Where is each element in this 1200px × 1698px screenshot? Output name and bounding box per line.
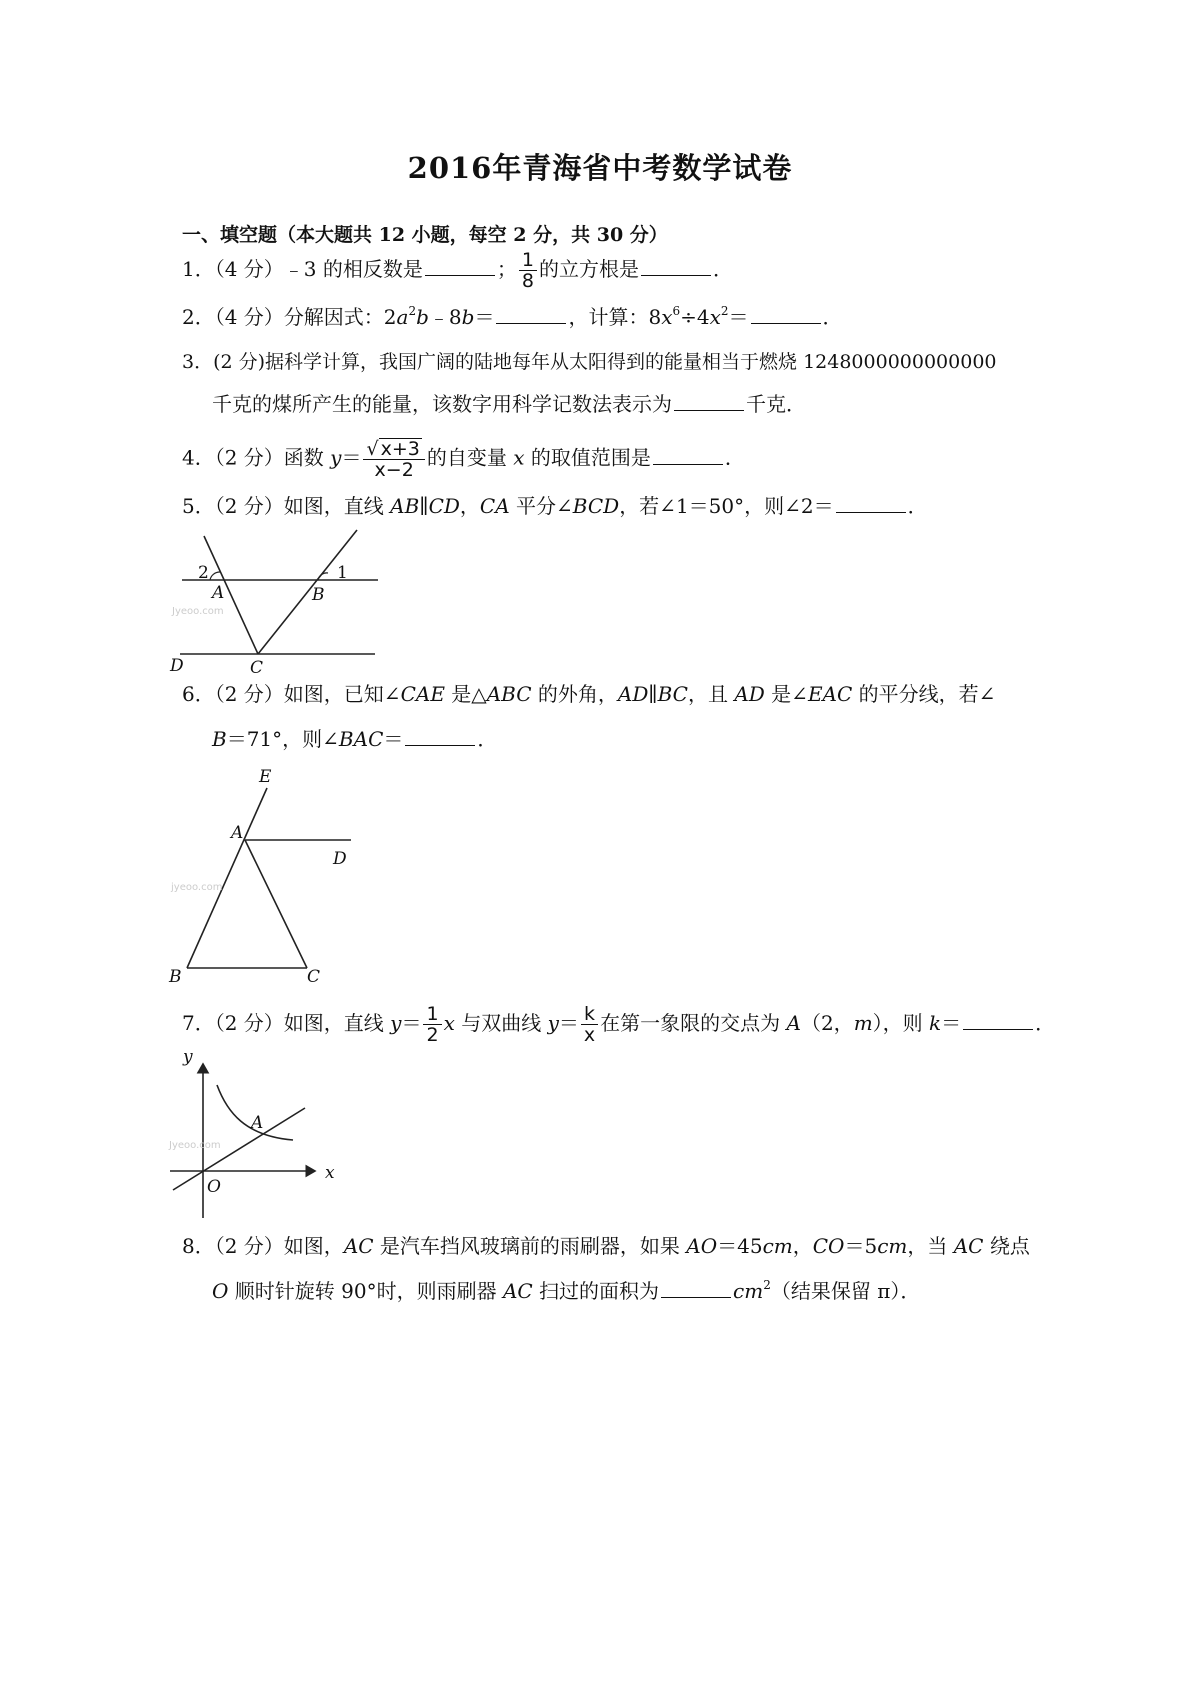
separator: ， — [459, 494, 480, 518]
segment-ac: AC — [502, 1279, 533, 1303]
section-heading: 一、填空题（本大题共 12 小题，每空 2 分，共 30 分） — [182, 224, 668, 246]
var-m: m — [853, 1011, 873, 1035]
question-text: 的外角， — [531, 682, 618, 706]
sqrt-radicand: x+3 — [380, 438, 420, 460]
segment-ac: AC — [343, 1234, 374, 1258]
math-text: ÷4 — [680, 305, 710, 329]
segment-bc: BC — [657, 682, 688, 706]
question-number: 7．（2 分）如图，直线 — [182, 1011, 391, 1035]
answer-blank — [674, 392, 744, 411]
question-text: ），则 — [872, 1011, 930, 1035]
fraction-numerator: 1 — [519, 250, 537, 271]
point-o: O — [212, 1279, 229, 1303]
fraction-denominator: x−2 — [374, 459, 414, 481]
answer-blank — [405, 727, 475, 746]
answer-blank — [963, 1011, 1033, 1030]
answer-blank — [641, 257, 711, 276]
fraction-denominator: 2 — [426, 1024, 439, 1046]
question-1 — [182, 250, 733, 291]
answer-blank — [496, 305, 566, 324]
answer-blank — [661, 1279, 731, 1298]
question-text: ，当 — [907, 1234, 954, 1258]
fraction-denominator: x — [583, 1024, 596, 1046]
angle-eac: EAC — [807, 682, 853, 706]
separator: ； — [496, 257, 517, 281]
question-text: 与双曲线 — [454, 1011, 548, 1035]
question-text: 8．（2 分）如图， — [182, 1234, 344, 1258]
page-title: 2016年青海省中考数学试卷 — [407, 151, 793, 185]
period: ． — [713, 257, 733, 281]
period: ． — [1035, 1011, 1056, 1035]
equals: ＝ — [728, 305, 749, 329]
question-text: 6．（2 分）如图，已知∠ — [182, 682, 401, 706]
question-number: 4．（2 分）函数 — [182, 445, 331, 470]
question-text: 千克的煤所产生的能量，该数字用科学记数法表示为 — [212, 392, 672, 416]
answer-blank — [425, 257, 495, 276]
question-text: 千克． — [746, 392, 806, 416]
var-y: y — [547, 1011, 559, 1035]
fraction-numerator: √ x+3 — [363, 438, 424, 460]
label-e: E — [259, 767, 272, 787]
label-x: x — [325, 1163, 335, 1183]
question-text: （结果保留 π）． — [770, 1279, 921, 1303]
label-d: D — [333, 849, 347, 869]
line-ac — [245, 840, 307, 968]
watermark: jyeoo.com — [171, 882, 223, 893]
question-text: 分解因式：2 — [283, 305, 397, 329]
question-8-line-1 — [182, 1232, 1030, 1260]
answer-blank — [653, 446, 723, 465]
var-x: x — [513, 445, 525, 470]
label-y: y — [183, 1047, 193, 1067]
segment-co: CO — [812, 1234, 845, 1258]
segment-ac: AC — [953, 1234, 984, 1258]
var-k: k — [929, 1011, 942, 1035]
equals: ＝ — [474, 305, 495, 329]
triangle-abc: ABC — [486, 682, 532, 706]
var-a: a — [396, 305, 409, 329]
segment-ab: AB — [390, 494, 420, 518]
answer-blank — [751, 305, 821, 324]
watermark: Jyeoo.com — [172, 606, 224, 617]
angle-2-arc — [210, 572, 220, 580]
fraction — [423, 1004, 441, 1045]
unit-cm: cm — [733, 1279, 764, 1303]
label-c: C — [250, 658, 264, 678]
separator: ， — [792, 1234, 813, 1258]
parallel-symbol: ∥ — [648, 682, 658, 706]
question-text: ，若∠1＝50°，则∠2＝ — [619, 494, 834, 518]
line-bc — [258, 530, 357, 654]
question-text: 在第一象限的交点为 — [600, 1011, 787, 1035]
line-eb — [187, 788, 267, 968]
exponent: 2 — [763, 1278, 771, 1292]
label-a: A — [231, 823, 244, 843]
label-c: C — [307, 967, 321, 987]
period: ． — [477, 727, 498, 751]
label-b: B — [312, 585, 325, 605]
question-text: 的平分线，若∠ — [852, 682, 996, 706]
fraction-denominator: 8 — [521, 270, 534, 292]
question-5 — [182, 492, 928, 520]
equals: ＝ — [558, 1011, 579, 1035]
question-4 — [182, 438, 745, 480]
equals: ＝ — [941, 1011, 962, 1035]
fraction — [519, 250, 537, 291]
fraction — [363, 438, 424, 480]
question-7 — [182, 1004, 1055, 1045]
question-text: 扫过的面积为 — [532, 1279, 660, 1303]
question-text: 是△ — [444, 682, 487, 706]
segment-cd: CD — [428, 494, 460, 518]
var-x: x — [709, 305, 721, 329]
segment-ca: CA — [479, 494, 510, 518]
question-3-line-1: 3．(2 分)据科学计算，我国广阔的陆地每年从太阳得到的能量相当于燃烧 1248000000000000 — [182, 351, 997, 373]
parallel-symbol: ∥ — [419, 494, 429, 518]
unit-cm: cm — [877, 1234, 908, 1258]
fraction — [581, 1004, 598, 1045]
var-x: x — [661, 305, 673, 329]
question-text: 是汽车挡风玻璃前的雨刷器，如果 — [373, 1234, 687, 1258]
label-a: A — [251, 1113, 264, 1133]
question-number: 5．（2 分）如图，直线 — [182, 494, 391, 518]
label-1: 1 — [337, 563, 348, 583]
period: ． — [822, 305, 843, 329]
angle-bac: BAC — [338, 727, 384, 751]
var-y: y — [390, 1011, 402, 1035]
fraction-numerator: 1 — [423, 1004, 441, 1025]
math-text: ＝5 — [844, 1234, 878, 1258]
question-text: 顺时针旋转 90°时，则雨刷器 — [228, 1279, 503, 1303]
segment-ad: AD — [734, 682, 765, 706]
question-text: 的自变量 — [426, 445, 514, 470]
angle-b: B — [212, 727, 227, 751]
question-text: ，计算：8 — [568, 305, 662, 329]
var-b: b — [461, 305, 475, 329]
label-b: B — [169, 967, 182, 987]
question-text: ﹣3 的相反数是 — [283, 257, 423, 281]
question-number: 2．（4 分） — [182, 305, 284, 329]
angle-1-arc — [318, 573, 328, 580]
question-6-line-1 — [182, 680, 995, 708]
period: ． — [724, 445, 745, 470]
exponent: 2 — [408, 304, 417, 318]
exponent: 6 — [672, 304, 681, 318]
question-text: 是∠ — [764, 682, 808, 706]
period: ． — [907, 494, 928, 518]
unit-cm: cm — [762, 1234, 793, 1258]
figure-7 — [165, 1047, 355, 1220]
var-x: x — [443, 1011, 455, 1035]
segment-ad: AD — [617, 682, 649, 706]
coordinate-text: （2， — [800, 1011, 854, 1035]
question-text: ，且 — [687, 682, 735, 706]
answer-blank — [836, 494, 906, 513]
angle-bcd: BCD — [572, 494, 620, 518]
question-text: 的立方根是 — [539, 257, 639, 281]
question-3-line-2 — [212, 390, 806, 418]
watermark: Jyeoo.com — [169, 1140, 221, 1151]
label-d: D — [170, 656, 184, 676]
question-text: 平分∠ — [509, 494, 573, 518]
question-2 — [182, 303, 843, 331]
question-text: 的取值范围是 — [524, 445, 651, 470]
label-a: A — [212, 583, 225, 603]
figure-6 — [165, 768, 385, 988]
angle-cae: CAE — [400, 682, 445, 706]
segment-ao: AO — [686, 1234, 718, 1258]
math-text: ＝45 — [717, 1234, 763, 1258]
point-a: A — [786, 1011, 801, 1035]
var-y: y — [330, 445, 342, 470]
question-8-line-2 — [212, 1277, 920, 1305]
question-text: 绕点 — [983, 1234, 1030, 1258]
exponent: 2 — [720, 304, 729, 318]
fraction-numerator: k — [581, 1004, 598, 1025]
equals: ＝ — [383, 727, 404, 751]
math-text: ﹣8 — [428, 305, 462, 329]
var-b: b — [416, 305, 429, 329]
figure-5 — [170, 528, 410, 678]
equals: ＝ — [341, 445, 362, 470]
question-6-line-2 — [212, 725, 497, 753]
question-text: ＝71°，则∠ — [226, 727, 339, 751]
label-2: 2 — [198, 563, 209, 583]
question-number: 1．（4 分） — [182, 257, 284, 281]
equals: ＝ — [401, 1011, 422, 1035]
label-o: O — [207, 1177, 221, 1197]
